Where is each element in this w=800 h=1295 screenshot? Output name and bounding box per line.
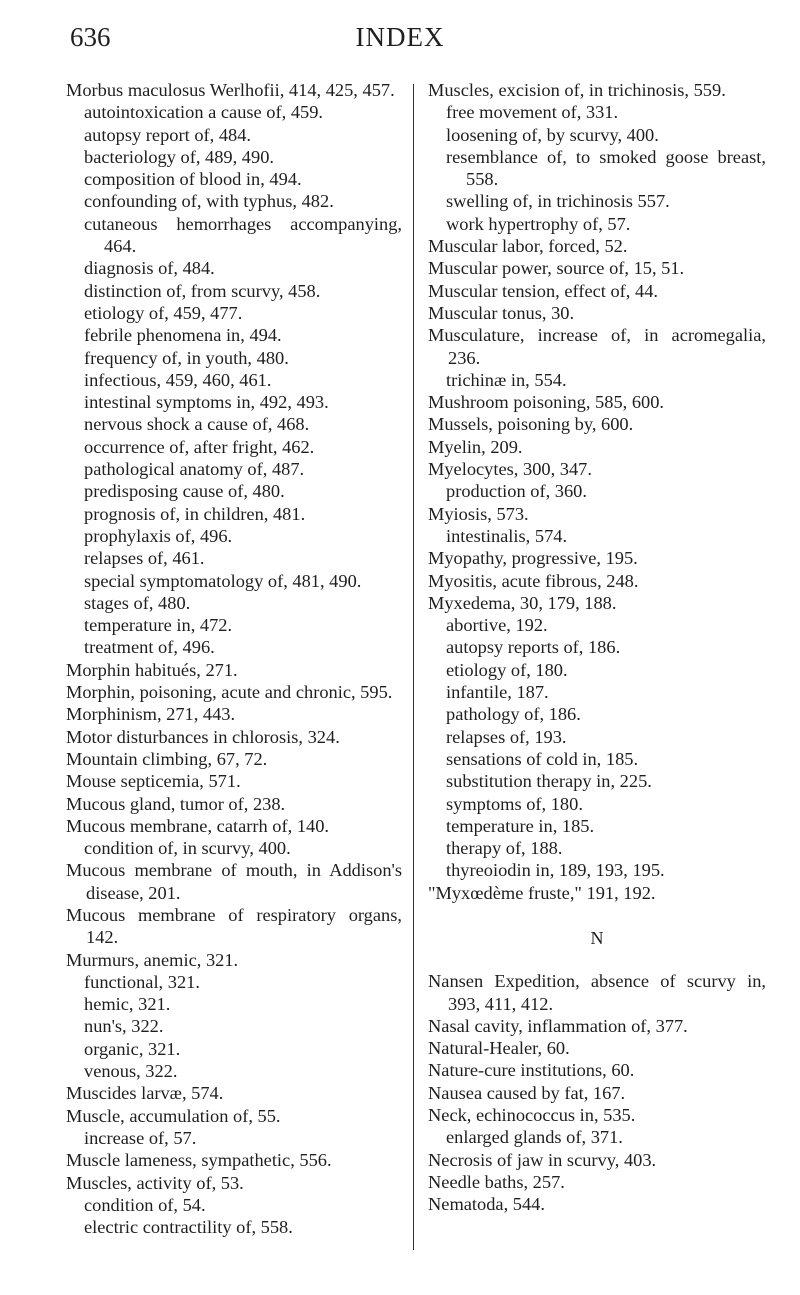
- index-subentry: therapy of, 188.: [446, 838, 563, 859]
- index-subentry: etiology of, 180.: [446, 659, 568, 680]
- index-subentry: trichinæ in, 554.: [446, 369, 567, 390]
- index-entry: Myopathy, progressive, 195.: [428, 548, 638, 569]
- index-entry: Muscular tonus, 30.: [428, 302, 575, 323]
- index-entry: Myositis, acute fibrous, 248.: [428, 570, 639, 591]
- index-subentry: thyreoiodin in, 189, 193, 195.: [446, 860, 665, 881]
- index-subentry: treatment of, 496.: [84, 637, 215, 658]
- index-entry: Nematoda, 544.: [428, 1194, 545, 1215]
- index-entry: Mountain climbing, 67, 72.: [66, 748, 268, 769]
- index-entry: Myelocytes, 300, 347.: [428, 459, 592, 480]
- index-entry: Musculature, increase of, in acromegalia, 236.: [428, 325, 766, 368]
- index-entry: Muscles, activity of, 53.: [66, 1172, 244, 1193]
- index-column-right: [428, 79, 766, 1216]
- index-entry: Muscular tension, effect of, 44.: [428, 280, 658, 301]
- index-subentry: condition of, 54.: [84, 1194, 206, 1215]
- index-subentry: autopsy reports of, 186.: [446, 637, 621, 658]
- index-subentry: resemblance of, to smoked goose breast, 558.: [446, 146, 766, 190]
- index-entry: Muscle lameness, sympathetic, 556.: [66, 1150, 332, 1171]
- index-subentry: distinction of, from scurvy, 458.: [84, 280, 321, 301]
- index-entry: Nature-cure institutions, 60.: [428, 1060, 635, 1081]
- index-entry: Myxedema, 30, 179, 188.: [428, 592, 617, 613]
- index-subentry: venous, 322.: [84, 1061, 178, 1082]
- index-subentry: nun's, 322.: [84, 1016, 164, 1037]
- index-subentry: enlarged glands of, 371.: [446, 1127, 623, 1148]
- index-subentry: increase of, 57.: [84, 1127, 197, 1148]
- index-subentry: intestinal symptoms in, 492, 493.: [84, 392, 329, 413]
- index-subentry: pathological anatomy of, 487.: [84, 459, 305, 480]
- index-entry: Mucous gland, tumor of, 238.: [66, 793, 286, 814]
- index-subentry: temperature in, 185.: [446, 815, 595, 836]
- index-entry: Mushroom poisoning, 585, 600.: [428, 392, 665, 413]
- index-subentry: temperature in, 472.: [84, 615, 233, 636]
- index-entry: Morphinism, 271, 443.: [66, 704, 236, 725]
- index-subentry: work hypertrophy of, 57.: [446, 213, 631, 234]
- index-subentry: substitution therapy in, 225.: [446, 771, 652, 792]
- column-divider: [413, 84, 414, 1250]
- index-subentry: confounding of, with typhus, 482.: [84, 191, 334, 212]
- index-subentry: loosening of, by scurvy, 400.: [446, 124, 659, 145]
- index-entry: Murmurs, anemic, 321.: [66, 949, 239, 970]
- index-entry: Motor disturbances in chlorosis, 324.: [66, 726, 340, 747]
- index-subentry: stages of, 480.: [84, 592, 191, 613]
- index-subentry: electric contractility of, 558.: [84, 1217, 293, 1238]
- index-subentry: functional, 321.: [84, 971, 200, 992]
- index-entry: Myelin, 209.: [428, 436, 523, 457]
- page-header: [0, 22, 800, 62]
- index-entry: Necrosis of jaw in scurvy, 403.: [428, 1149, 657, 1170]
- index-subentry: frequency of, in youth, 480.: [84, 347, 289, 368]
- index-entry: Needle baths, 257.: [428, 1171, 565, 1192]
- index-subentry: infectious, 459, 460, 461.: [84, 369, 272, 390]
- index-entry: Mussels, poisoning by, 600.: [428, 414, 634, 435]
- running-title: INDEX: [355, 22, 445, 52]
- index-entry: Mucous membrane of respiratory organs, 142.: [66, 904, 402, 948]
- index-subentry: predisposing cause of, 480.: [84, 481, 285, 502]
- index-entry: Mouse septicemia, 571.: [66, 771, 241, 792]
- index-column-left: [66, 79, 402, 1238]
- index-subentry: abortive, 192.: [446, 615, 548, 636]
- index-subentry: organic, 321.: [84, 1038, 181, 1059]
- page-number: 636: [70, 22, 111, 52]
- index-subentry: hemic, 321.: [84, 994, 171, 1015]
- index-subentry: febrile phenomena in, 494.: [84, 325, 282, 346]
- index-subentry: infantile, 187.: [446, 682, 549, 703]
- index-entry: Muscles, excision of, in trichinosis, 559.: [428, 80, 726, 100]
- index-subentry: condition of, in scurvy, 400.: [84, 838, 291, 859]
- index-entry: Muscular labor, forced, 52.: [428, 236, 628, 257]
- index-subentry: intestinalis, 574.: [446, 525, 568, 546]
- index-entry: Morphin habitués, 271.: [66, 659, 238, 680]
- index-subentry: autointoxication a cause of, 459.: [84, 102, 324, 123]
- index-subentry: diagnosis of, 484.: [84, 258, 215, 279]
- index-subentry: special symptomatology of, 481, 490.: [84, 570, 362, 591]
- index-subentry: etiology of, 459, 477.: [84, 302, 243, 323]
- index-subentry: relapses of, 461.: [84, 548, 205, 569]
- index-subentry: prognosis of, in children, 481.: [84, 503, 306, 524]
- index-entry: "Myxœdème fruste," 191, 192.: [428, 882, 656, 903]
- index-subentry: production of, 360.: [446, 481, 587, 502]
- index-subentry: swelling of, in trichinosis 557.: [446, 191, 670, 212]
- index-entry: Mucous membrane of mouth, in Addison's disease, 201.: [66, 860, 402, 903]
- index-entry: Muscides larvæ, 574.: [66, 1083, 224, 1104]
- index-subentry: occurrence of, after fright, 462.: [84, 436, 315, 457]
- index-entry: Morphin, poisoning, acute and chronic, 595.: [66, 682, 393, 703]
- index-subentry: composition of blood in, 494.: [84, 169, 302, 190]
- index-entry: Muscular power, source of, 15, 51.: [428, 258, 685, 279]
- index-entry: Morbus maculosus Werlhofii, 414, 425, 457.: [66, 80, 395, 100]
- index-subentry: sensations of cold in, 185.: [446, 748, 639, 769]
- index-entry: Muscle, accumulation of, 55.: [66, 1105, 281, 1126]
- index-subentry: pathology of, 186.: [446, 704, 581, 725]
- index-entry: Mucous membrane, catarrh of, 140.: [66, 815, 330, 836]
- index-entry: Myiosis, 573.: [428, 503, 529, 524]
- index-subentry: autopsy report of, 484.: [84, 124, 252, 145]
- index-entry: Nasal cavity, inflammation of, 377.: [428, 1015, 688, 1036]
- index-subentry: nervous shock a cause of, 468.: [84, 414, 310, 435]
- index-entry: Natural-Healer, 60.: [428, 1038, 570, 1059]
- index-subentry: relapses of, 193.: [446, 726, 567, 747]
- index-entry: Nansen Expedition, absence of scurvy in, 393, 411, 412.: [428, 971, 766, 1014]
- index-entry: Nausea caused by fat, 167.: [428, 1082, 626, 1103]
- index-subentry: cutaneous hemorrhages accompanying, 464.: [84, 213, 402, 257]
- index-entry: Neck, echinococcus in, 535.: [428, 1105, 636, 1126]
- index-subentry: bacteriology of, 489, 490.: [84, 146, 274, 167]
- index-subentry: free movement of, 331.: [446, 102, 619, 123]
- index-subentry: symptoms of, 180.: [446, 793, 583, 814]
- section-letter: N: [590, 927, 604, 948]
- index-subentry: prophylaxis of, 496.: [84, 525, 233, 546]
